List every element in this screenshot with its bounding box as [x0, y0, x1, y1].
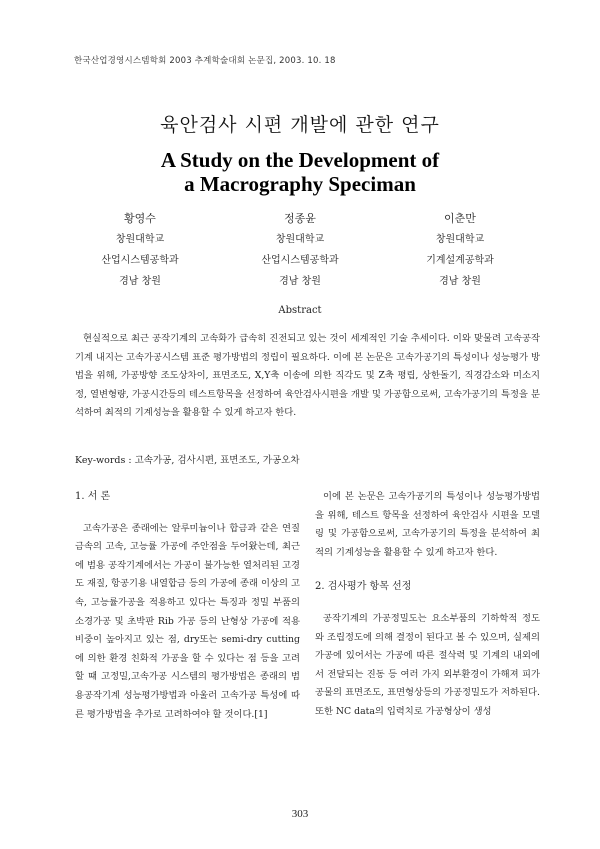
author-location: 경남 창원 — [279, 276, 321, 287]
author-university: 창원대학교 — [275, 234, 325, 245]
left-column — [75, 488, 300, 734]
author-block — [60, 208, 540, 292]
korean-title: 육안검사 시편 개발에 관한 연구 — [160, 114, 440, 136]
english-title — [0, 148, 600, 196]
section-1-heading: 1. 서 론 — [75, 491, 111, 502]
intro-continuation-paragraph: 이에 본 논문은 고속가공기의 특성이나 성능평가방법을 위해, 테스트 항목을 선정하여 육안검사 시편을 모델링 및 가공함으로써, 고속가공기의 특정을 분석하여 최적의 기계성능을 활용할 수 있게 하고자 한다. — [315, 491, 540, 558]
author-location: 경남 창원 — [439, 276, 481, 287]
section-2-heading: 2. 검사평가 항목 선정 — [315, 581, 412, 593]
author-3 — [380, 208, 540, 292]
abstract-heading: Abstract — [278, 305, 322, 316]
author-name: 이춘만 — [444, 212, 476, 225]
right-column — [315, 488, 540, 732]
author-university: 창원대학교 — [115, 234, 165, 245]
page-number: 303 — [291, 808, 309, 820]
author-name: 황영수 — [124, 212, 156, 225]
author-2 — [220, 208, 380, 292]
english-title-line1: A Study on the Development of — [160, 148, 440, 172]
abstract-body: 현실적으로 최근 공작기계의 고속화가 급속히 진전되고 있는 것이 세계적인 기술 추세이다. 이와 맞물려 고속공작기계 내지는 고속가공시스템 표준 평가방법의 정립이 필요하다. 이에 본 논문은 고속가공기의 특성이나 성능평가 방법을 위해, 가공방향 조도상차이, 표면조도, X,Y축 이송에 의한 직각도 및 Z축 평립, 상한돌기, 직경감소와 미소지정, 열변형량, 가공시간등의 테스트항목을 선정하여 육안검사시편을 개발 및 가공함으로써, 고속가공기의 특정을 분석하여 최적의 기계성능을 활용할 수 있게 하고자 한다. — [75, 333, 540, 418]
keywords: Key-words : 고속가공, 검사시편, 표면조도, 가공오차 — [75, 455, 300, 466]
author-name: 정종윤 — [284, 212, 316, 225]
author-location: 경남 창원 — [119, 276, 161, 287]
author-department: 산업시스템공학과 — [101, 255, 179, 266]
running-header: 한국산업경영시스템학회 2003 추계학술대회 논문집, 2003. 10. 18 — [74, 56, 336, 66]
section-2-paragraph: 공작기계의 가공정밀도는 요소부품의 기하학적 정도와 조립정도에 의해 결정이 된다고 볼 수 있으며, 실제의 가공에 있어서는 가공에 따른 절삭력 및 기계의 내외에서 전달되는 진동 등 여러 가지 외부환경이 가해져 피가공물의 표면조도, 표면형상등의 가공정밀도가 저하된다. 또한 NC data의 입력치로 가공형상이 생성 — [315, 612, 540, 717]
author-department: 산업시스템공학과 — [261, 255, 339, 266]
author-1 — [60, 208, 220, 292]
section-1-paragraph: 고속가공은 종래에는 알루미늄이나 합금과 같은 연질금속의 고속, 고능률 가공에 주안점을 두어왔는데, 최근에 범용 공작기계에서는 가공이 불가능한 열처리된 고경도 재질, 항공기용 내열합금 등의 가공에 종래 이상의 고속, 고능률가공을 적용하고 있다는 특징과 정밀 부품의 소경가공 및 초박판 Rib 가공 등의 난형상 가공에 적용 비중이 높아지고 있는 점, dry또는 semi-dry cutting에 의한 환경 친화적 가공을 할 수 있다는 점 등을 고려할 때 고정밀,고속가공 시스템의 평가방법은 종래의 범용공작기계 성능평가방법과 아울러 고속가공 특성에 따른 평가방법을 추가로 고려하여야 할 것이다.[1] — [75, 522, 300, 720]
author-university: 창원대학교 — [435, 234, 485, 245]
english-title-line2: a Macrography Speciman — [184, 172, 416, 196]
author-department: 기계설계공학과 — [426, 255, 494, 266]
